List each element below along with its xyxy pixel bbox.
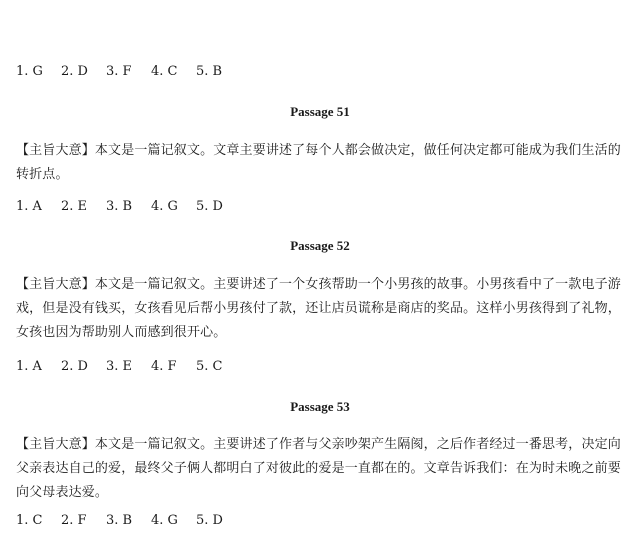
answer-1: 1. A [16,359,42,374]
answer-1: 1. A [16,199,42,214]
answer-row-previous [16,64,241,80]
summary-text: 本文是一篇记叙文。主要讲述了作者与父亲吵架产生隔阂，之后作者经过一番思考，决定向父亲表达自己的爱，最终父子俩人都明白了对彼此的爱是一直都在的。文章告诉我们：在为时未晚之前要向父母表达爱。 [16,437,621,500]
summary-text: 本文是一篇记叙文。文章主要讲述了每个人都会做决定，做任何决定都可能成为我们生活的转折点。 [16,143,621,182]
answer-1: 1. C [16,513,43,528]
answer-row-passage-52 [16,359,241,375]
answer-3: 3. B [106,199,133,214]
answer-4: 4. G [151,199,178,214]
answer-3: 3. B [106,513,133,528]
answer-5: 5. D [196,513,223,528]
answer-2: 2. E [61,199,88,214]
summary-text: 本文是一篇记叙文。主要讲述了一个女孩帮助一个小男孩的故事。小男孩看中了一款电子游戏，但是没有钱买，女孩看见后帮小男孩付了款，还让店员谎称是商店的奖品。这样小男孩得到了礼物，女孩也因为帮助别人而感到很开心。 [16,277,621,340]
answer-4: 4. G [151,513,178,528]
passage-51-summary [16,139,628,187]
summary-tag: 【主旨大意】 [16,277,95,292]
answer-3: 3. F [106,64,132,79]
answer-1: 1. G [16,64,43,79]
answer-3: 3. E [106,359,133,374]
passage-53-title: Passage 53 [290,399,350,414]
answer-4: 4. F [151,359,177,374]
answer-2: 2. D [61,64,88,79]
answer-5: 5. D [196,199,223,214]
answer-4: 4. C [151,64,178,79]
answer-row-passage-51 [16,199,241,215]
passage-53-summary [16,433,628,505]
answer-5: 5. B [196,64,223,79]
passage-52-title: Passage 52 [290,238,350,253]
summary-tag: 【主旨大意】 [16,143,95,158]
answer-2: 2. F [61,513,87,528]
summary-tag: 【主旨大意】 [16,437,95,452]
answer-row-passage-53 [16,513,241,529]
answer-2: 2. D [61,359,88,374]
answer-5: 5. C [196,359,223,374]
passage-52-summary [16,273,628,345]
passage-51-title: Passage 51 [290,104,350,119]
